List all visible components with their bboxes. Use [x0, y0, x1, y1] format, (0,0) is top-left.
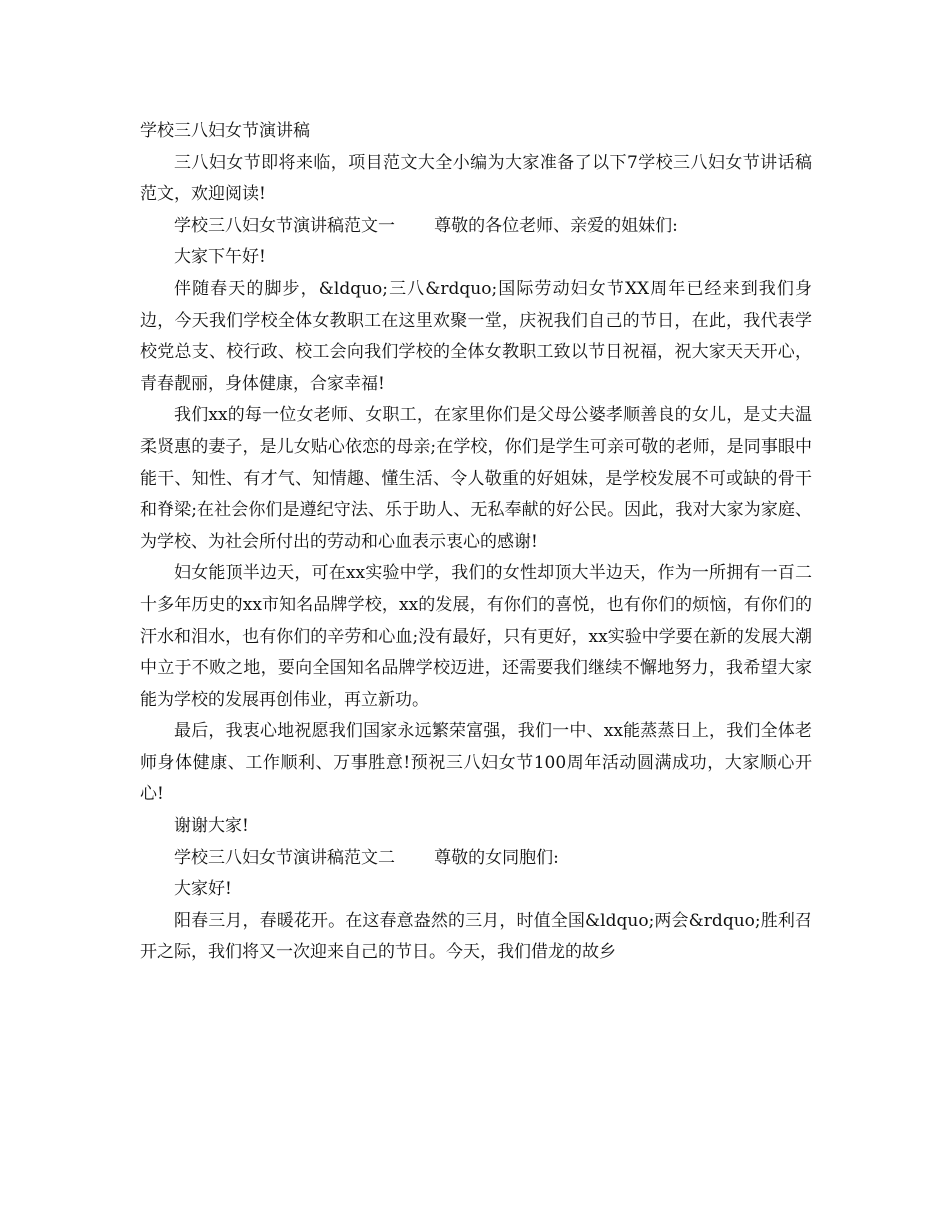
intro-paragraph: 三八妇女节即将来临，项目范文大全小编为大家准备了以下7学校三八妇女节讲话稿范文，欢迎阅读!: [140, 152, 812, 205]
sample1-paragraph: 我们xx的每一位女老师、女职工，在家里你们是父母公婆孝顺善良的女儿，是丈夫温柔贤惠的妻子，是儿女贴心依恋的母亲;在学校，你们是学生可亲可敬的老师，是同事眼中能干、知性、有才气、知情趣、懂生活、令人敬重的好姐妹，是学校发展不可或缺的骨干和脊梁;在社会你们是遵纪守法、乐于助人、无私奉献的好公民。因此，我对大家为家庭、为学校、为社会所付出的劳动和心血表示衷心的感谢!: [140, 405, 812, 552]
sample2-greeting: 大家好!: [174, 879, 232, 900]
sample1-paragraph: 最后，我衷心地祝愿我们国家永远繁荣富强，我们一中、xx能蒸蒸日上，我们全体老师身体健康、工作顺利、万事胜意!预祝三八妇女节100周年活动圆满成功，大家顺心开心!: [140, 721, 812, 805]
document-body: [140, 116, 812, 969]
sample2-salutation: 尊敬的女同胞们:: [434, 847, 559, 868]
sample1-closing: 谢谢大家!: [174, 816, 249, 837]
sample2-heading-line: [140, 843, 812, 875]
sample1-salutation: 尊敬的各位老师、亲爱的姐妹们:: [434, 215, 678, 236]
sample1-heading-line: [140, 211, 812, 243]
sample1-greeting: 大家下午好!: [174, 247, 266, 268]
document-title: 学校三八妇女节演讲稿: [140, 121, 310, 141]
sample1-paragraph: 妇女能顶半边天，可在xx实验中学，我们的女性却顶大半边天，作为一所拥有一百二十多年历史的xx市知名品牌学校，xx的发展，有你们的喜悦，也有你们的烦恼，有你们的汗水和泪水，也有你们的辛劳和心血;没有最好，只有更好，xx实验中学要在新的发展大潮中立于不败之地，要向全国知名品牌学校迈进，还需要我们继续不懈地努力，我希望大家能为学校的发展再创伟业，再立新功。: [140, 563, 812, 710]
sample1-paragraph: 伴随春天的脚步，&ldquo;三八&rdquo;国际劳动妇女节XX周年已经来到我们身边，今天我们学校全体女教职工在这里欢聚一堂，庆祝我们自己的节日，在此，我代表学校党总支、校行政、校工会向我们学校的全体女教职工致以节日祝福，祝大家天天开心，青春靓丽，身体健康，合家幸福!: [140, 278, 812, 394]
sample1-heading: 学校三八妇女节演讲稿范文一: [174, 215, 395, 236]
sample2-heading: 学校三八妇女节演讲稿范文二: [174, 847, 395, 868]
sample2-paragraph: 阳春三月，春暖花开。在这春意盎然的三月，时值全国&ldquo;两会&rdquo;胜利召开之际，我们将又一次迎来自己的节日。今天，我们借龙的故乡: [140, 910, 812, 963]
